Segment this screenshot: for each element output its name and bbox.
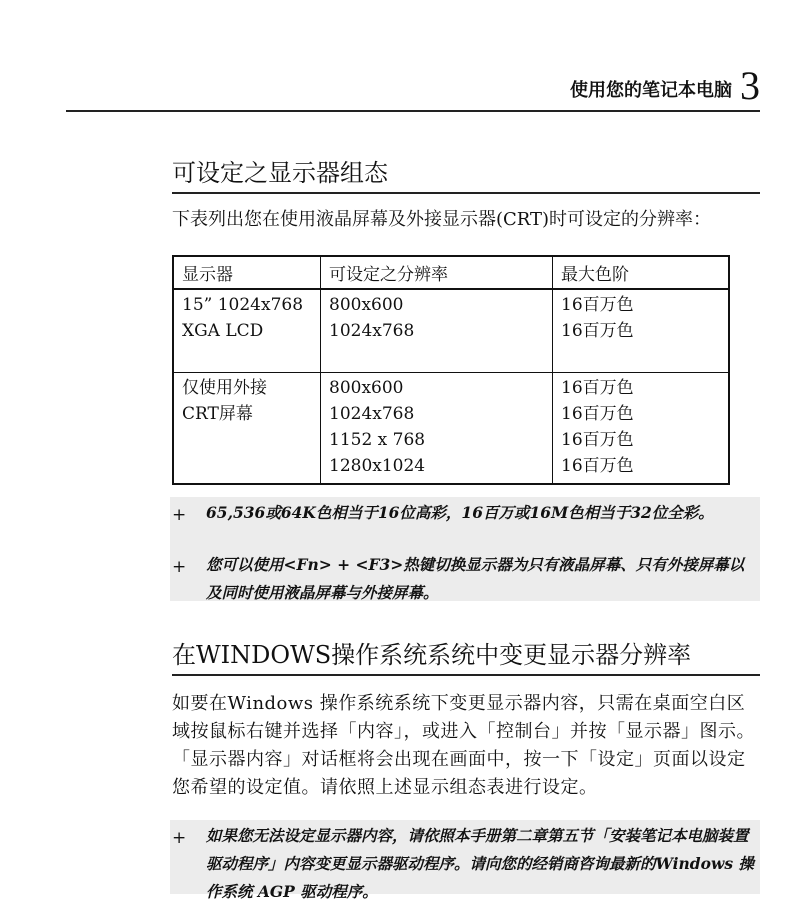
table-header-row xyxy=(173,256,729,289)
note-text-driver: 如果您无法设定显示器内容，请依照本手册第二章第五节「安装笔记本电脑装置驱动程序」内容变更显示器驱动程序。请向您的经销商咨询最新的Windows 操作系统 AGP 驱动程序。 xyxy=(206,826,754,901)
cell-line: 1024x768 xyxy=(329,404,415,424)
intro-text: 下表列出您在使用液晶屏幕及外接显示器(CRT)时可设定的分辨率： xyxy=(172,209,712,230)
cell-line: 800x600 xyxy=(329,295,404,315)
cell-line: 15” 1024x768 xyxy=(182,295,304,315)
note-marker: + xyxy=(172,557,187,577)
note-marker: + xyxy=(172,505,187,525)
cell-display xyxy=(173,373,321,485)
resolution-table xyxy=(172,255,730,485)
cell-display xyxy=(173,289,321,373)
cell-line: 1152 x 768 xyxy=(329,430,426,450)
column-header-colors: 最大色阶 xyxy=(553,256,730,289)
cell-line: 1280x1024 xyxy=(329,456,426,476)
table-row xyxy=(173,289,729,373)
section-title-change-resolution: 在WINDOWS操作系统系统中变更显示器分辨率 xyxy=(172,640,760,676)
cell-line: CRT屏幕 xyxy=(182,404,253,424)
cell-colors xyxy=(553,289,730,373)
body-paragraph: 如要在Windows 操作系统系统下变更显示器内容，只需在桌面空白区域按鼠标右键并选择「内容」，或进入「控制台」并按「显示器」图示。「显示器内容」对话框将会出现在画面中，按一下「设定」页面以设定您希望的设定值。请依照上述显示组态表进行设定。 xyxy=(172,693,755,798)
cell-line: 16百万色 xyxy=(561,456,634,476)
note-block-driver xyxy=(170,820,760,901)
cell-line: 仅使用外接 xyxy=(182,378,267,398)
note-text-colors: 65,536或64K色相当于16位高彩，16百万或16M色相当于32位全彩。 xyxy=(206,503,714,522)
cell-colors xyxy=(553,373,730,485)
running-title: 使用您的笔记本电脑 xyxy=(570,80,732,101)
cell-line: 16百万色 xyxy=(561,430,634,450)
cell-line: 16百万色 xyxy=(561,378,634,398)
cell-line: 800x600 xyxy=(329,378,404,398)
page-header xyxy=(66,58,760,112)
chapter-number: 3 xyxy=(740,63,760,108)
cell-line: 16百万色 xyxy=(561,295,634,315)
cell-line: XGA LCD xyxy=(182,321,264,341)
column-header-display: 显示器 xyxy=(173,256,321,289)
section-title-display-config: 可设定之显示器组态 xyxy=(172,158,760,194)
cell-line: 16百万色 xyxy=(561,404,634,424)
column-header-resolution: 可设定之分辨率 xyxy=(321,256,553,289)
cell-resolutions xyxy=(321,289,553,373)
cell-resolutions xyxy=(321,373,553,485)
cell-line: 16百万色 xyxy=(561,321,634,341)
cell-line: 1024x768 xyxy=(329,321,415,341)
table-row xyxy=(173,373,729,485)
note-block-colors-hotkey xyxy=(170,497,760,601)
note-marker: + xyxy=(172,828,187,848)
note-text-hotkey: 您可以使用<Fn> + <F3>热键切换显示器为只有液晶屏幕、只有外接屏幕以及同时使用液晶屏幕与外接屏幕。 xyxy=(206,555,745,602)
